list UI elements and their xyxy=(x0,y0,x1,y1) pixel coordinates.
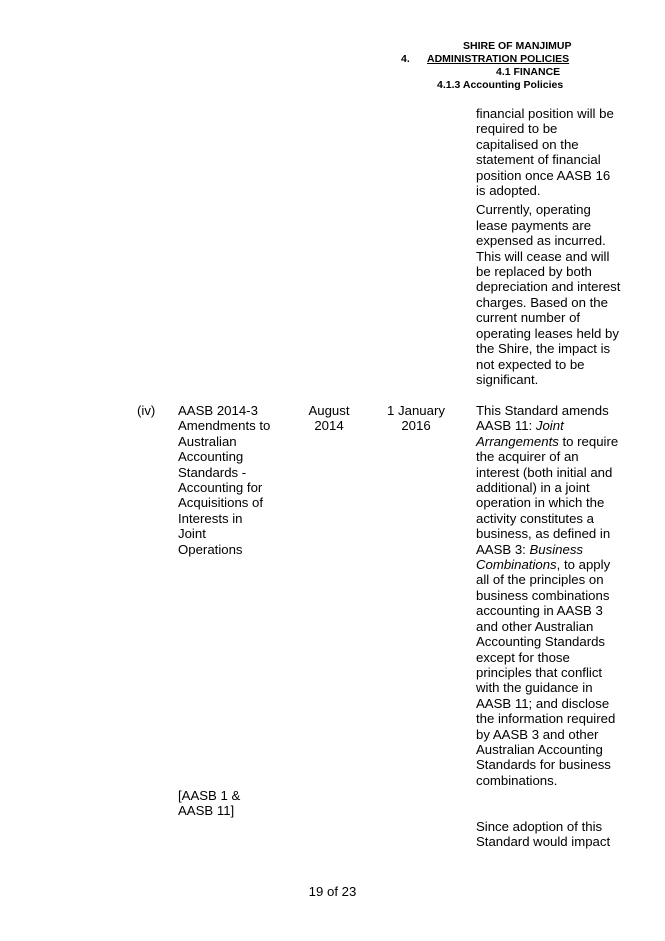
text-line: Operations xyxy=(178,541,243,557)
italic-span: Arrangements xyxy=(476,433,559,449)
text-line: AASB 2014-3 xyxy=(178,403,258,418)
italic-span: Joint xyxy=(535,418,564,434)
text-line xyxy=(476,542,622,557)
text-span: , to apply xyxy=(556,557,611,573)
text-line: significant. xyxy=(476,371,539,387)
text-line: is adopted. xyxy=(476,183,541,199)
text-line: Joint xyxy=(178,526,206,542)
text-line: Standards - xyxy=(178,464,247,480)
italic-span: Combinations xyxy=(476,557,557,573)
text-span: AASB 3: xyxy=(476,541,530,557)
header-organization: SHIRE OF MANJIMUP xyxy=(463,40,572,52)
text-line: Currently, operating xyxy=(476,202,591,218)
text-line: financial position will be xyxy=(476,106,614,121)
text-line: combinations. xyxy=(476,772,558,788)
text-line: 2014 xyxy=(314,418,344,434)
text-line: and other Australian xyxy=(476,618,594,634)
text-line: position once AASB 16 xyxy=(476,167,611,183)
applicable-date-cell xyxy=(380,403,452,434)
text-line: Australian Accounting xyxy=(476,741,603,757)
impact-paragraph-2 xyxy=(476,819,622,850)
text-line: accounting in AASB 3 xyxy=(476,603,603,619)
text-line: the acquirer of an xyxy=(476,449,579,465)
text-line: business, as defined in xyxy=(476,526,611,542)
text-line: operating leases held by xyxy=(476,325,619,341)
impact-cell xyxy=(476,403,622,788)
page-number: 19 of 23 xyxy=(308,884,357,899)
text-span: AASB 11: xyxy=(476,418,536,434)
text-line: capitalised on the xyxy=(476,136,579,152)
text-line: additional) in a joint xyxy=(476,480,590,496)
header-subsection: 4.1 FINANCE xyxy=(496,66,561,78)
text-line: Standard would impact xyxy=(476,834,611,850)
continued-impact-cell xyxy=(476,106,622,387)
text-line: Interests in xyxy=(178,510,243,526)
text-line: the Shire, the impact is xyxy=(476,341,611,357)
standard-reference-cell xyxy=(178,788,283,819)
text-line: required to be xyxy=(476,121,558,137)
text-line: Since adoption of this xyxy=(476,819,603,834)
text-line: Standards for business xyxy=(476,757,611,773)
text-line: Acquisitions of xyxy=(178,495,264,511)
text-line: interest (both initial and xyxy=(476,464,613,480)
continued-impact-paragraph-1 xyxy=(476,106,622,198)
text-line: by AASB 3 and other xyxy=(476,726,599,742)
text-span: to require xyxy=(558,433,619,449)
text-line xyxy=(476,418,622,433)
text-line: AASB 11] xyxy=(178,803,235,819)
text-line: activity constitutes a xyxy=(476,510,595,526)
row-index: (iv) xyxy=(137,403,156,418)
text-line xyxy=(476,557,622,572)
text-line: 1 January xyxy=(387,403,445,418)
text-line: Amendments to xyxy=(178,418,271,434)
text-line: with the guidance in xyxy=(476,680,593,696)
text-line: current number of xyxy=(476,310,581,326)
continued-impact-paragraph-2 xyxy=(476,202,622,387)
header-subsubsection: 4.1.3 Accounting Policies xyxy=(437,79,564,91)
standard-name-cell xyxy=(178,403,283,557)
text-line: except for those xyxy=(476,649,570,665)
text-line: charges. Based on the xyxy=(476,294,608,310)
text-line: Australian xyxy=(178,433,237,449)
text-line: This will cease and will xyxy=(476,248,610,264)
text-line: not expected to be xyxy=(476,356,585,372)
text-line: Accounting Standards xyxy=(476,634,606,650)
text-line: operation in which the xyxy=(476,495,605,511)
issued-date-cell xyxy=(296,403,362,434)
text-line: lease payments are xyxy=(476,217,592,233)
text-line: This Standard amends xyxy=(476,403,609,418)
header-section-number: 4. xyxy=(401,53,410,65)
text-line: principles that conflict xyxy=(476,664,603,680)
text-line: be replaced by both xyxy=(476,264,592,280)
text-line: expensed as incurred. xyxy=(476,233,606,249)
text-line: business combinations xyxy=(476,587,610,603)
text-line: August xyxy=(308,403,350,418)
text-line: all of the principles on xyxy=(476,572,604,588)
text-line: the information required xyxy=(476,711,616,727)
text-line: Accounting xyxy=(178,449,244,465)
text-line: [AASB 1 & xyxy=(178,788,241,803)
text-line xyxy=(476,434,622,449)
text-line: Accounting for xyxy=(178,480,263,496)
header-section-title: ADMINISTRATION POLICIES xyxy=(427,53,570,65)
text-line: depreciation and interest xyxy=(476,279,621,295)
text-line: AASB 11; and disclose xyxy=(476,695,610,711)
text-line: 2016 xyxy=(401,418,431,434)
italic-span: Business xyxy=(529,541,584,557)
text-line: statement of financial xyxy=(476,152,601,168)
